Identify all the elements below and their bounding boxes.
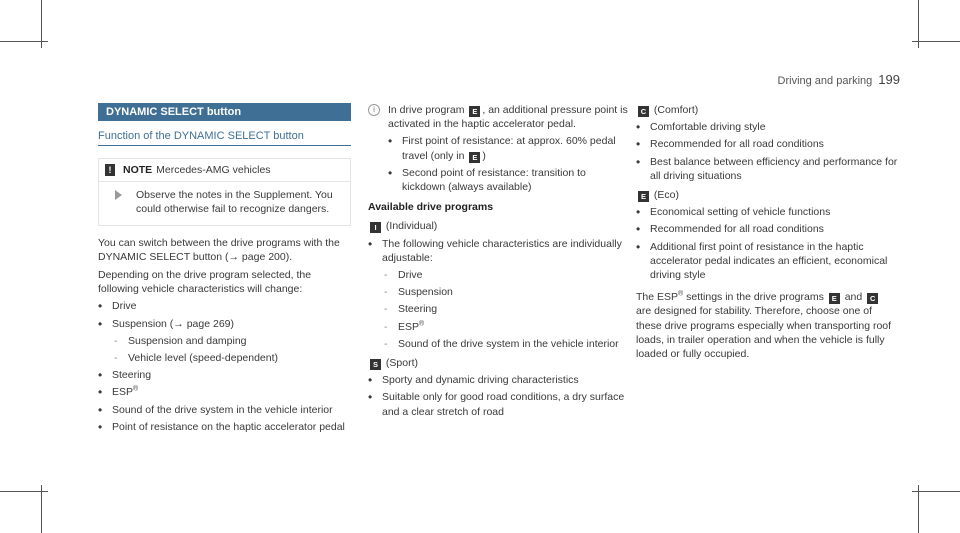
section-heading: Available drive programs (368, 201, 494, 214)
list-item-text: Steering (112, 369, 152, 382)
sub-list-item (98, 351, 351, 365)
page-link[interactable]: Suspension (→ page 269) (112, 317, 234, 330)
eco-key-icon: E (469, 106, 480, 117)
mode-label: (Individual) (385, 220, 438, 233)
tip (368, 103, 630, 194)
dash: - (384, 337, 388, 350)
bullet: • (636, 239, 641, 254)
page-number: 199 (878, 72, 900, 87)
dash: - (384, 269, 388, 282)
list-item-text: Recommended for all road conditions (650, 223, 824, 236)
dash: - (114, 334, 118, 347)
mode-label: (Comfort) (653, 104, 699, 116)
list-item-text: The following vehicle characteristics are individually adjustable: (382, 237, 622, 264)
subheading: Function of the DYNAMIC SELECT button (98, 129, 351, 146)
list-item (98, 385, 351, 399)
bullet: • (368, 236, 373, 251)
warning-icon: ! (105, 164, 115, 176)
list-item (98, 368, 351, 382)
info-icon: i (368, 104, 380, 116)
list-item-text: ) (482, 149, 486, 162)
paragraph-text: The ESP (636, 291, 679, 304)
bullet: • (636, 137, 641, 152)
list-item-text: Drive (398, 269, 423, 282)
mode-eco (636, 188, 898, 202)
paragraph: You can switch between the drive programs with the DYNAMIC SELECT button (→ page 200). (98, 236, 340, 263)
registered-mark: ® (133, 385, 139, 393)
list-item-text: Best balance between efficiency and performance for all driving situations (650, 155, 898, 182)
paragraph-text: and (844, 291, 863, 304)
bullet: • (98, 402, 103, 417)
comfort-key-icon: C (867, 293, 878, 304)
play-arrow-icon (115, 190, 122, 200)
paragraph-text: are designed for stability. Therefore, choose one of these drive programs especially when transporting roof loads, in trailer operation and when the vehicle is fully loaded or fully occupied. (636, 305, 892, 361)
list-item-text: First point of resistance: at approx. 60% pedal travel (only in (402, 135, 616, 162)
list-item (636, 240, 898, 283)
eco-key-icon: E (829, 293, 840, 304)
dash: - (384, 286, 388, 299)
mode-label: (Eco) (653, 189, 680, 202)
list-item-text: Economical setting of vehicle functions (650, 206, 831, 219)
list-item-text: Suspension and damping (128, 334, 247, 347)
registered-mark: ® (678, 290, 684, 298)
note-label: NOTE (123, 164, 153, 177)
paragraph: Depending on the drive program selected, the following vehicle characteristics will change: (98, 269, 312, 296)
list-item (388, 134, 630, 162)
eco-key-icon: E (638, 191, 649, 202)
crop-mark (918, 485, 919, 533)
crop-mark (41, 485, 42, 533)
list-item (636, 155, 898, 183)
sub-list-item (98, 334, 351, 348)
mode-label: (Sport) (385, 357, 419, 370)
crop-mark (0, 41, 48, 42)
tip-text: In drive program (388, 104, 465, 116)
mode-individual (368, 219, 630, 233)
column-middle (368, 103, 630, 419)
list-item (636, 205, 898, 219)
eco-key-icon: E (469, 152, 480, 163)
bullet: • (98, 299, 103, 314)
header-title: Driving and parking (777, 75, 873, 87)
column-right (636, 103, 898, 361)
list-item (98, 299, 351, 313)
note-box (98, 158, 351, 225)
tip-text: , an additional pressure point is activated in the haptic accelerator pedal. (388, 104, 628, 131)
list-item (98, 317, 351, 331)
list-item (636, 137, 898, 151)
sub-list-item (368, 320, 630, 334)
crop-mark (0, 491, 48, 492)
bullet: • (388, 134, 393, 149)
list-item (368, 390, 630, 418)
list-item-text: Steering (398, 303, 438, 316)
list-item (368, 237, 630, 265)
sub-list-item (368, 302, 630, 316)
list-item-text: Sporty and dynamic driving characteristics (382, 374, 579, 387)
dash: - (114, 352, 118, 365)
list-item (636, 222, 898, 236)
dash: - (384, 303, 388, 316)
list-item-text: Suspension (398, 286, 453, 299)
column-left (98, 103, 351, 434)
list-item-text: ESP (398, 320, 420, 333)
list-item-text: Suitable only for good road conditions, a dry surface and a clear stretch of road (382, 391, 625, 418)
bullet: • (636, 222, 641, 237)
bullet: • (98, 385, 103, 400)
list-item (636, 120, 898, 134)
list-item-text: Comfortable driving style (650, 121, 766, 134)
list-item-text: Point of resistance on the haptic accelerator pedal (112, 420, 345, 433)
list-item-text: Vehicle level (speed-dependent) (128, 352, 279, 365)
dash: - (384, 320, 388, 333)
list-item-text: Sound of the drive system in the vehicle interior (398, 337, 619, 350)
bullet: • (636, 205, 641, 220)
note-text: Observe the notes in the Supplement. You could otherwise fail to recognize dangers. (136, 189, 333, 216)
list-item (98, 403, 351, 417)
list-item-text: Sound of the drive system in the vehicle interior (112, 403, 333, 416)
bullet: • (636, 120, 641, 135)
note-body (99, 181, 350, 224)
crop-mark (912, 491, 960, 492)
list-item (98, 420, 351, 434)
mode-sport (368, 356, 630, 370)
bullet: • (388, 165, 393, 180)
bullet: • (368, 373, 373, 388)
note-header (99, 159, 350, 181)
bullet: • (98, 316, 103, 331)
page-header (778, 73, 900, 88)
mode-comfort (636, 103, 898, 117)
list-item (368, 373, 630, 387)
section-title: DYNAMIC SELECT button (98, 103, 351, 121)
comfort-key-icon: C (638, 106, 649, 117)
note-title: Mercedes-AMG vehicles (156, 164, 271, 177)
list-item-text: Second point of resistance: transition to kickdown (always available) (402, 166, 586, 194)
bullet: • (98, 368, 103, 383)
bullet: • (98, 419, 103, 434)
list-item-text: Recommended for all road conditions (650, 138, 824, 151)
registered-mark: ® (419, 320, 425, 328)
sport-key-icon: S (370, 359, 381, 370)
sub-list-item (368, 337, 630, 351)
paragraph (636, 290, 898, 361)
sub-list-item (368, 285, 630, 299)
crop-mark (912, 41, 960, 42)
list-item-text: ESP (112, 386, 134, 399)
sub-list-item (368, 268, 630, 282)
bullet: • (636, 154, 641, 169)
list-item (388, 166, 630, 194)
bullet: • (368, 390, 373, 405)
list-item-text: Drive (112, 300, 137, 313)
paragraph-text: settings in the drive programs (683, 291, 824, 304)
individual-key-icon: I (370, 222, 381, 233)
list-item-text: Additional first point of resistance in the haptic accelerator pedal indicates an efficient, economical driving style (650, 240, 888, 282)
